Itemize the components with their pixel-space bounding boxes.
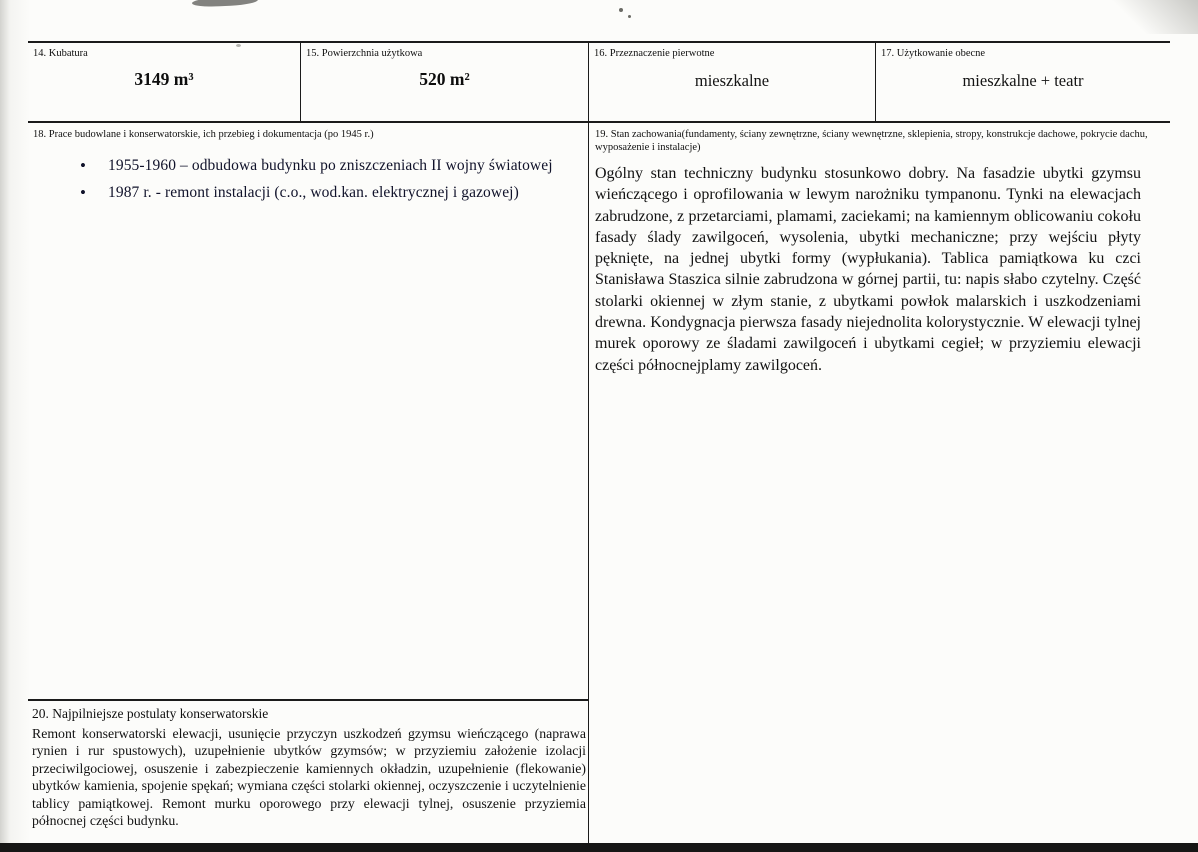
scan-bottom-edge <box>0 843 1198 852</box>
scan-artifact <box>619 8 623 12</box>
divider-center-vertical <box>588 41 589 843</box>
scan-artifact <box>628 15 631 18</box>
list-item: • 1955-1960 – odbudowa budynku po zniszczeniach II wojny światowej <box>80 157 588 175</box>
field-15-label: 15. Powierzchnia użytkowa <box>306 48 423 59</box>
table-row1-bottom-border <box>28 121 1170 123</box>
field-14-value: 3149 m³ <box>134 69 194 89</box>
field-17-label: 17. Użytkowanie obecne <box>881 48 986 59</box>
field-15-powierzchnia <box>301 43 588 121</box>
field-16-value: mieszkalne <box>694 71 770 90</box>
field-17-value: mieszkalne + teatr <box>962 71 1084 90</box>
section-19-stan <box>593 124 1171 842</box>
field-17-uzytkowanie <box>876 43 1170 121</box>
field-15-value: 520 m² <box>419 69 470 89</box>
field-16-label: 16. Przeznaczenie pierwotne <box>594 48 715 59</box>
field-14-kubatura <box>28 43 300 121</box>
section-20-body: Remont konserwatorski elewacji, usunięcie przyczyn uszkodzeń gzymsu wieńczącego (naprawa rynien i rur spustowych), uzupełnienie ubytków gzymsów; w przyziemiu założenie izolacji przeciwilgociowej, osuszenie i zabezpieczenie kamiennych okładzin, uzupełnienie (flekowanie) ubytków kamienia, spojenie spękań; wymiana części stolarki okiennej, oczyszczenie i uczytelnienie tablicy pamiątkowej. Remont murku oporowego przy elewacji tylnej, osuszenie przyziemia północnej części budynku. <box>32 726 586 829</box>
section-19-label: 19. Stan zachowania(fundamenty, ściany zewnętrzne, ściany wewnętrzne, sklepienia, stropy, konstrukcje dachowe, pokrycie dachu, wyposażenie i instalacje) <box>595 129 1148 153</box>
section-19-body: Ogólny stan techniczny budynku stosunkowo dobry. Na fasadzie ubytki gzymsu wieńczącego i oprofilowania w lewym narożniku tympanonu. Tynki na elewacjach zabrudzone, z przetarciami, plamami, zaciekami; na kamiennym oblicowaniu cokołu fasady ślady zawilgoceń, wysolenia, ubytki mechaniczne; przy wejściu płyty pęknięte, na jednej ubytki formy (wypłukania). Tablica pamiątkowa ku czci Stanisława Staszica silnie zabrudzona w górnej partii, tu: napis słabo czytelny. Część stolarki okiennej w złym stanie, z ubytkami powłok malarskich i uszkodzeniami drewna. Kondygnacja pierwsza fasady niejednolita kolorystycznie. W elewacji tylnej murek oporowy ze śladami zawilgoceń i ubytkami cegieł; w przyziemiu elewacji części północnejplamy zawilgoceń. <box>595 165 1141 374</box>
scan-artifact <box>1108 0 1198 34</box>
section-18-prace <box>28 124 588 698</box>
field-16-przeznaczenie <box>589 43 875 121</box>
section-20-postulaty <box>28 701 588 842</box>
field-14-label: 14. Kubatura <box>33 48 88 59</box>
list-item: • 1987 r. - remont instalacji (c.o., wod.kan. elektrycznej i gazowej) <box>80 184 588 202</box>
section-20-label: 20. Najpilniejsze postulaty konserwatorskie <box>32 706 269 721</box>
section-18-list <box>28 157 588 202</box>
section-18-label: 18. Prace budowlane i konserwatorskie, ich przebieg i dokumentacja (po 1945 r.) <box>33 129 374 140</box>
